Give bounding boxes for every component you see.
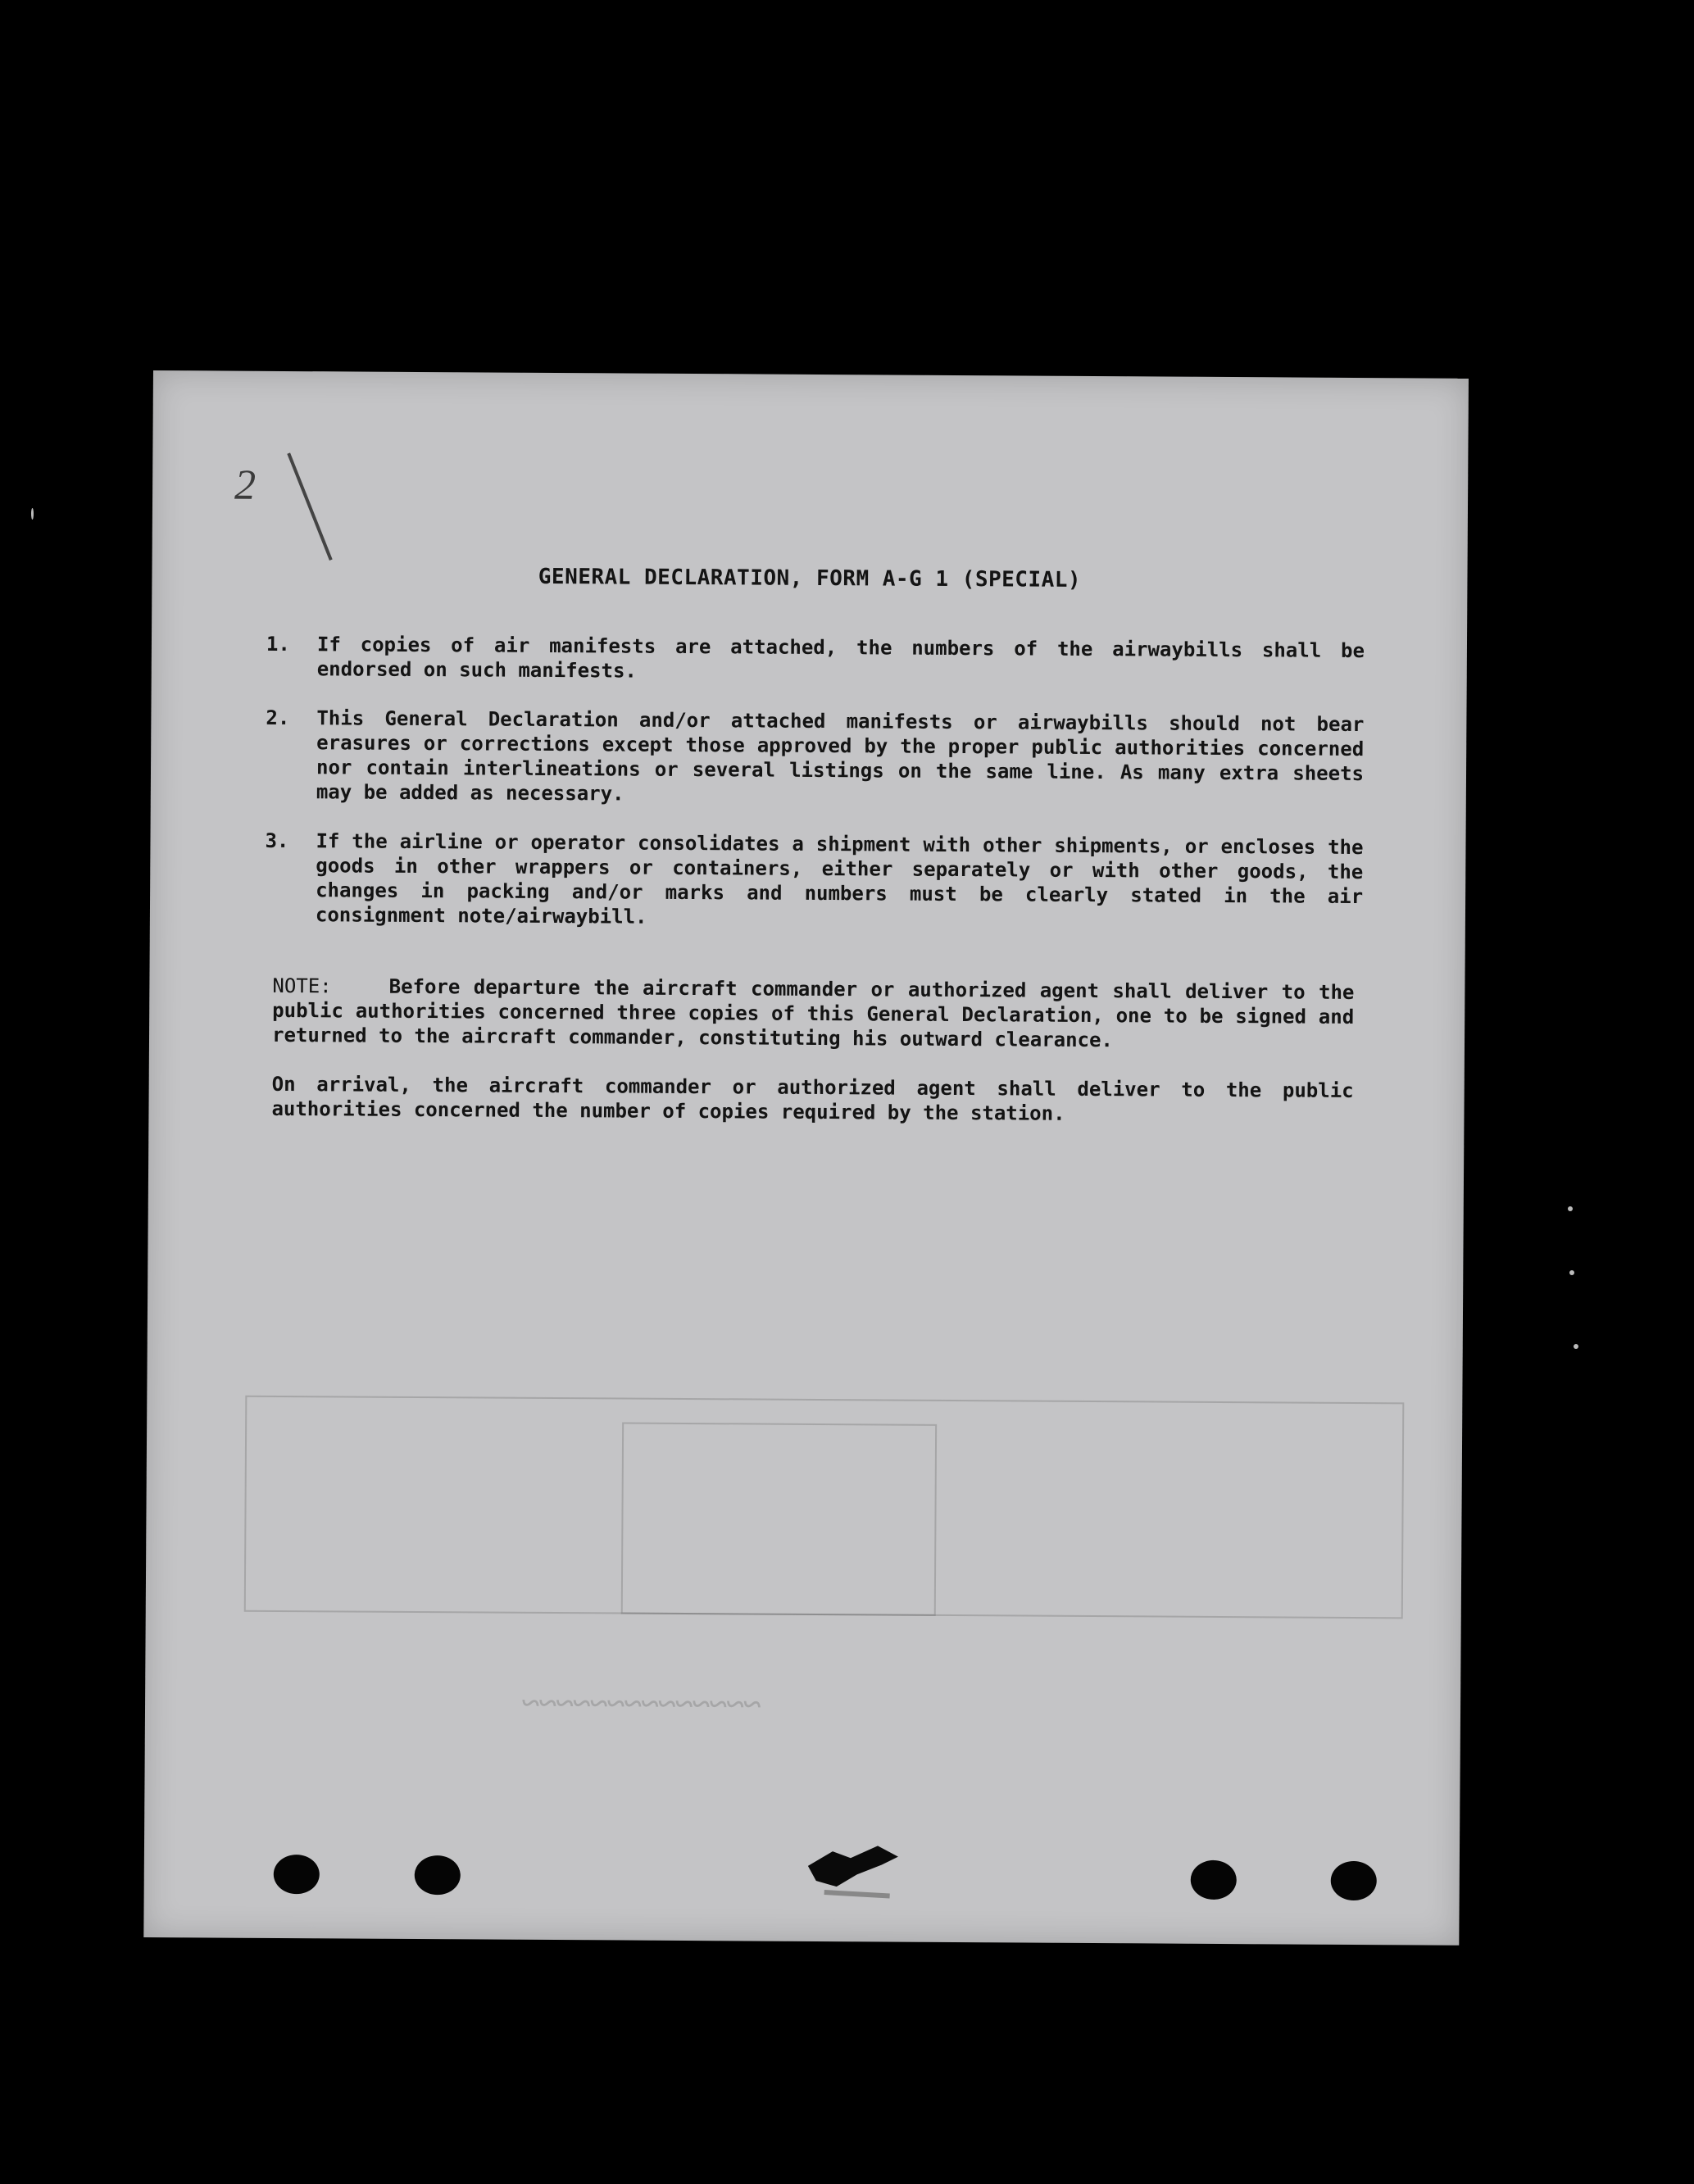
- scan-speck: [31, 508, 34, 520]
- show-through-text: ~~~~~~~~~~~~~~: [521, 1684, 761, 1723]
- instruction-list: [265, 632, 1365, 958]
- handwritten-mark: 2: [234, 461, 257, 509]
- instruction-item-2: [266, 706, 1365, 810]
- punch-hole: [1191, 1860, 1237, 1900]
- note-label: NOTE:: [272, 974, 332, 998]
- note-paragraph-1: [272, 974, 1355, 1054]
- instruction-item-1: [266, 632, 1365, 688]
- item-number: 1.: [266, 632, 290, 656]
- document-page: [143, 370, 1469, 1946]
- item-number: 2.: [266, 706, 290, 730]
- punch-hole: [415, 1855, 461, 1895]
- document-title: GENERAL DECLARATION, FORM A-G 1 (SPECIAL): [538, 564, 1082, 593]
- note-section: [271, 974, 1354, 1152]
- note-text-1: Before departure the aircraft commander or authorized agent shall deliver to the public authorities concerned three copies of this General Declaration, one to be signed and returned to the aircraft commander, constituting his outward clearance.: [271, 974, 1355, 1052]
- note-paragraph-2: On arrival, the aircraft commander or authorized agent shall deliver to the public authorities concerned the number of copies required by the station.: [271, 1072, 1354, 1125]
- punch-hole: [1331, 1861, 1377, 1900]
- scan-speck: [1569, 1270, 1574, 1275]
- scan-speck: [1568, 1206, 1573, 1211]
- item-text: If the airline or operator consolidates a shipment with other shipments, or encloses the goods in other wrappers or containers, either separately or with other goods, the changes in packing and/or marks and numbers must be clearly stated in the air consignment note/airwaybill.: [315, 829, 1364, 929]
- punch-hole: [274, 1855, 320, 1894]
- item-number: 3.: [265, 829, 289, 853]
- instruction-item-3: [265, 829, 1364, 933]
- item-text: If copies of air manifests are attached, the numbers of the airwaybills shall be endorsed on such manifests.: [316, 633, 1365, 683]
- item-text: This General Declaration and/or attached manifests or airwaybills should not bear erasures or corrections except those approved by the proper public authorities concerned nor contain interlineations or several listings on the same line. As many extra sheets may be added as necessary.: [316, 706, 1365, 806]
- binding-tear: [800, 1841, 906, 1900]
- pen-stroke: [287, 452, 332, 561]
- scan-speck: [1574, 1344, 1578, 1349]
- show-through-column: [621, 1423, 937, 1616]
